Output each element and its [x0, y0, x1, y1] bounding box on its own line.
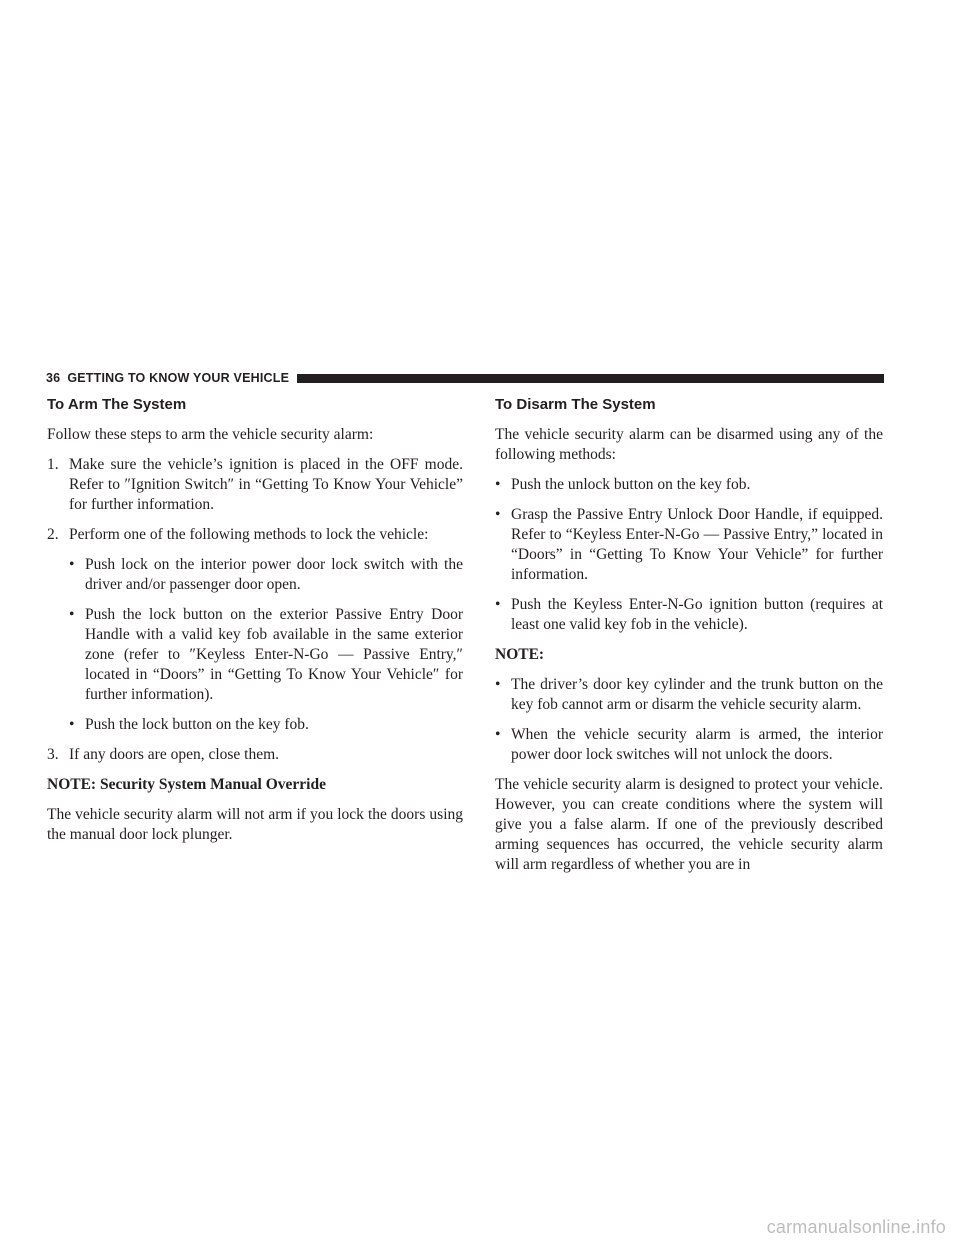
header-rule	[297, 374, 884, 383]
page-number: 36	[46, 371, 61, 385]
step-3	[47, 745, 463, 765]
list-item	[495, 675, 883, 715]
list-item	[69, 605, 463, 705]
list-item	[495, 475, 883, 495]
note-label: NOTE:	[495, 646, 545, 663]
right-column	[495, 391, 883, 885]
list-item-text: Grasp the Passive Entry Unlock Door Handle, if equipped. Refer to “Keyless Enter-N-Go — Passive Entry,” located in “Doors” in “Getting To Know Your Vehicle” for further information.	[511, 506, 883, 583]
step-number: 2.	[47, 526, 59, 543]
step-text: If any doors are open, close them.	[69, 746, 280, 763]
arm-system-heading: To Arm The System	[47, 396, 187, 413]
list-item-text: Push the Keyless Enter-N-Go ignition button (requires at least one valid key fob in the vehicle).	[511, 596, 883, 633]
false-alarm-paragraph: The vehicle security alarm is designed to protect your vehicle. However, you can create conditions where the system will give you a false alarm. If one of the previously described arming sequences has occurred, the vehicle security alarm will arm regardless of whether you are in	[495, 776, 883, 873]
bullet-icon: •	[495, 596, 501, 613]
step-text: Make sure the vehicle’s ignition is placed in the OFF mode. Refer to ″Ignition Switch″ in “Getting To Know Your Vehicle” for further information.	[69, 456, 463, 513]
bullet-icon: •	[495, 726, 501, 743]
site-watermark: carmanualsonline.info	[766, 1217, 946, 1237]
bullet-icon: •	[495, 476, 501, 493]
list-item-text: The driver’s door key cylinder and the trunk button on the key fob cannot arm or disarm the vehicle security alarm.	[511, 676, 883, 713]
bullet-icon: •	[69, 606, 75, 623]
override-note-text: The vehicle security alarm will not arm if you lock the doors using the manual door lock plunger.	[47, 806, 463, 843]
bullet-icon: •	[495, 506, 501, 523]
step-1	[47, 455, 463, 515]
override-note-label: NOTE: Security System Manual Override	[47, 776, 326, 793]
list-item-text: Push the unlock button on the key fob.	[511, 476, 751, 493]
arm-intro: Follow these steps to arm the vehicle security alarm:	[47, 426, 374, 443]
disarm-intro: The vehicle security alarm can be disarmed using any of the following methods:	[495, 426, 883, 463]
list-item-text: Push the lock button on the exterior Passive Entry Door Handle with a valid key fob available in the same exterior zone (refer to ″Keyless Enter-N-Go — Passive Entry,″ located in “Doors” in “Getting To Know Your Vehicle″ for further information).	[85, 606, 463, 703]
bullet-icon: •	[69, 716, 75, 733]
disarm-system-heading: To Disarm The System	[495, 396, 656, 413]
left-column	[47, 391, 463, 855]
list-item-text: Push the lock button on the key fob.	[85, 716, 309, 733]
lock-methods-list	[69, 555, 463, 735]
step-number: 3.	[47, 746, 59, 763]
page-header	[46, 371, 884, 385]
list-item	[69, 555, 463, 595]
list-item	[495, 725, 883, 765]
list-item	[69, 715, 463, 735]
step-2	[47, 525, 463, 735]
bullet-icon: •	[69, 556, 75, 573]
step-number: 1.	[47, 456, 59, 473]
list-item	[495, 595, 883, 635]
chapter-title: GETTING TO KNOW YOUR VEHICLE	[67, 371, 290, 385]
list-item-text: When the vehicle security alarm is armed, the interior power door lock switches will not unlock the doors.	[511, 726, 883, 763]
bullet-icon: •	[495, 676, 501, 693]
list-item-text: Push lock on the interior power door lock switch with the driver and/or passenger door open.	[85, 556, 463, 593]
step-text: Perform one of the following methods to lock the vehicle:	[69, 526, 429, 543]
list-item	[495, 505, 883, 585]
